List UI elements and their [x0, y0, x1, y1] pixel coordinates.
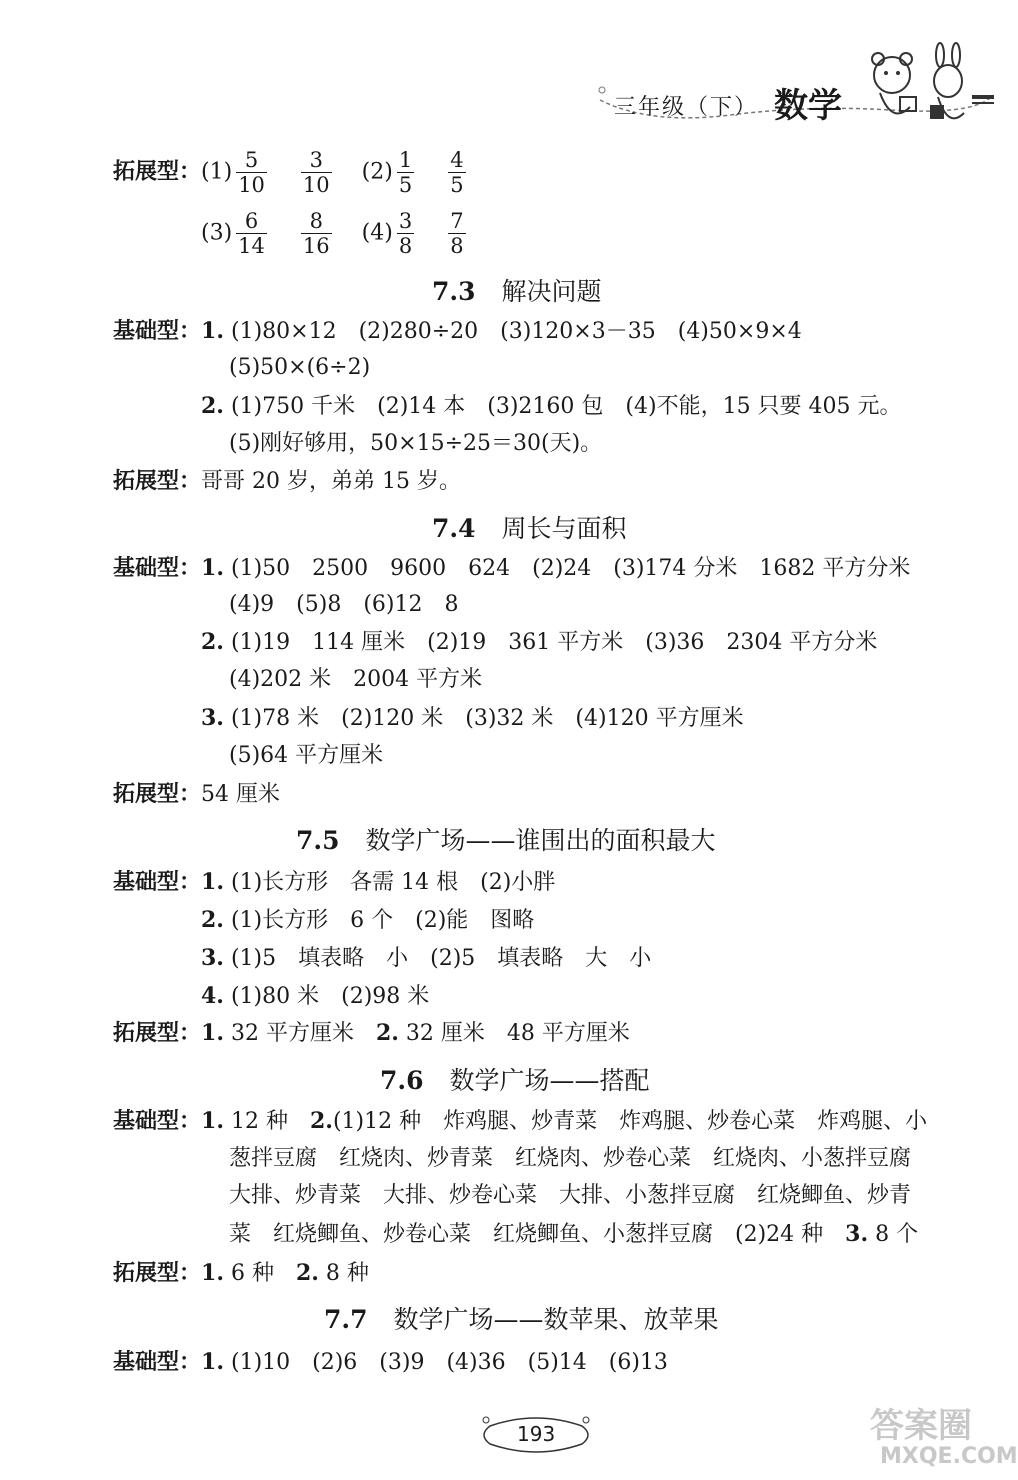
- extension-label: 拓展型：: [113, 1021, 202, 1046]
- answer-text: 8 个: [868, 1222, 919, 1247]
- answer-text: (1)19 114 厘米 (2)19 361 平方米 (3)36 2304 平方分米: [230, 630, 878, 655]
- extension-label: 拓展型：: [113, 782, 202, 807]
- question-number: 1.: [201, 1349, 224, 1375]
- section-number: 7.7: [324, 1305, 368, 1334]
- answer-text: (5)50×(6÷2): [229, 355, 371, 380]
- page-number: 193: [517, 1422, 556, 1446]
- question-number: 3.: [201, 705, 224, 731]
- basic-label: 基础型：: [113, 319, 202, 344]
- top-extension-row2: [201, 209, 470, 258]
- fraction: [236, 148, 267, 197]
- answer-text: 8 种: [318, 1261, 369, 1286]
- answer-line: [113, 467, 461, 497]
- question-number: 3.: [845, 1221, 869, 1247]
- answer-line: [201, 391, 902, 422]
- basic-label: 基础型：: [113, 1109, 202, 1134]
- section-heading-7-6: [380, 1061, 650, 1097]
- section-heading-7-7: [324, 1300, 719, 1336]
- question-number: 3.: [201, 945, 224, 971]
- answer-line: [201, 943, 651, 974]
- answer-line: [201, 627, 877, 658]
- question-number: 1.: [201, 869, 224, 895]
- answer-text: (1)长方形 各需 14 根 (2)小胖: [230, 870, 556, 895]
- answer-text: (5)64 平方厘米: [229, 743, 384, 768]
- answer-line: [113, 553, 910, 584]
- fraction: [301, 148, 332, 197]
- grade-label: 三年级（下）: [614, 95, 759, 120]
- numerator: 3: [398, 209, 413, 233]
- answer-line: [229, 1181, 911, 1211]
- numerator: 3: [301, 148, 332, 173]
- item-number: (2): [361, 159, 393, 185]
- section-number: 7.3: [432, 277, 476, 306]
- answer-line: [201, 905, 534, 936]
- item-number: (4): [361, 220, 393, 246]
- section-title: 数学广场——搭配: [449, 1066, 650, 1095]
- section-heading-7-4: [432, 509, 627, 545]
- answer-text: (1)12 种 炸鸡腿、炒青菜 炸鸡腿、炒卷心菜 炸鸡腿、小: [332, 1109, 928, 1134]
- answer-line: [113, 316, 802, 347]
- answer-line: [201, 981, 429, 1012]
- fraction: [448, 209, 465, 258]
- answer-line: [113, 1106, 927, 1137]
- extension-label: 拓展型：: [113, 1261, 202, 1286]
- answer-text: 哥哥 20 岁，弟弟 15 岁。: [201, 469, 461, 494]
- basic-label: 基础型：: [113, 870, 202, 895]
- question-number: 1.: [201, 1108, 224, 1134]
- bear-rabbit-mascot-icon: [860, 45, 995, 135]
- fraction: [397, 209, 414, 258]
- numerator: 5: [236, 148, 267, 173]
- answer-text: (4)9 (5)8 (6)12 8: [229, 592, 459, 617]
- question-number: 4.: [201, 983, 224, 1009]
- denominator: 5: [398, 173, 413, 197]
- answer-text: 12 种: [223, 1109, 310, 1134]
- question-number: 1.: [201, 318, 224, 344]
- answer-text: 32 平方厘米: [223, 1021, 376, 1046]
- answer-line: [229, 353, 370, 383]
- answer-line: [229, 590, 458, 620]
- denominator: 10: [238, 173, 265, 197]
- fraction: [397, 148, 414, 197]
- basic-label: 基础型：: [113, 556, 202, 581]
- question-number: 2.: [295, 1260, 319, 1286]
- question-number: 2.: [201, 393, 224, 419]
- section-title: 周长与面积: [501, 514, 627, 543]
- answer-line: [113, 1258, 369, 1289]
- numerator: 4: [450, 148, 464, 172]
- answer-line: [201, 703, 744, 734]
- numerator: 6: [236, 209, 267, 234]
- section-heading-7-5: [296, 821, 716, 857]
- numerator: 1: [398, 148, 413, 172]
- answer-line: [229, 1144, 911, 1174]
- answer-line: [113, 780, 280, 810]
- denominator: 5: [450, 173, 464, 197]
- answer-text: (1)78 米 (2)120 米 (3)32 米 (4)120 平方厘米: [230, 706, 744, 731]
- numerator: 8: [301, 209, 332, 234]
- answer-line: [229, 665, 482, 695]
- question-number: 2.: [309, 1108, 333, 1134]
- section-number: 7.5: [296, 826, 340, 855]
- question-number: 1.: [201, 1020, 224, 1046]
- answer-line: [113, 1347, 668, 1378]
- denominator: 16: [302, 234, 330, 258]
- answer-text: 葱拌豆腐 红烧肉、炒青菜 红烧肉、炒卷心菜 红烧肉、小葱拌豆腐: [229, 1146, 912, 1171]
- extension-label: 拓展型：: [113, 469, 202, 494]
- answer-line: [229, 1219, 918, 1250]
- answer-text: (5)刚好够用，50×15÷25＝30(天)。: [229, 431, 603, 456]
- subject-title: 数学: [774, 86, 842, 126]
- watermark-url: MXQE.COM: [880, 1444, 1018, 1469]
- answer-line: [113, 1018, 630, 1049]
- item-number: (1): [201, 159, 233, 185]
- extension-label: 拓展型：: [113, 159, 202, 185]
- section-heading-7-3: [432, 272, 602, 308]
- answer-text: (1)50 2500 9600 624 (2)24 (3)174 分米 1682 平方分米: [230, 556, 911, 581]
- fraction: [301, 209, 332, 258]
- answer-line: [113, 867, 555, 898]
- basic-label: 基础型：: [113, 1350, 202, 1375]
- denominator: 14: [238, 234, 265, 258]
- answer-line: [229, 741, 383, 771]
- section-title: 解决问题: [501, 277, 602, 306]
- answer-text: 54 厘米: [201, 782, 281, 807]
- fraction: [448, 148, 465, 197]
- numerator: 7: [450, 209, 464, 233]
- top-extension-row1: [113, 148, 470, 197]
- section-title: 数学广场——数苹果、放苹果: [393, 1305, 719, 1334]
- answer-line: [229, 429, 602, 459]
- section-title: 数学广场——谁围出的面积最大: [365, 826, 716, 855]
- answer-text: 菜 红烧鲫鱼、炒卷心菜 红烧鲫鱼、小葱拌豆腐 (2)24 种: [229, 1222, 846, 1247]
- answer-text: (1)长方形 6 个 (2)能 图略: [230, 908, 535, 933]
- question-number: 2.: [375, 1020, 399, 1046]
- section-number: 7.6: [380, 1066, 424, 1095]
- answer-text: (1)750 千米 (2)14 本 (3)2160 包 (4)不能，15 只要 405 元。: [230, 394, 902, 419]
- question-number: 2.: [201, 629, 224, 655]
- fraction: [236, 209, 267, 258]
- question-number: 2.: [201, 907, 224, 933]
- answer-text: (1)5 填表略 小 (2)5 填表略 大 小: [230, 946, 652, 971]
- answer-text: 大排、炒青菜 大排、炒卷心菜 大排、小葱拌豆腐 红烧鲫鱼、炒青: [229, 1183, 912, 1208]
- answer-text: (1)10 (2)6 (3)9 (4)36 (5)14 (6)13: [230, 1350, 668, 1375]
- section-number: 7.4: [432, 514, 476, 543]
- question-number: 1.: [201, 1260, 224, 1286]
- answer-text: (1)80×12 (2)280÷20 (3)120×3－35 (4)50×9×4: [230, 319, 802, 344]
- answer-text: (1)80 米 (2)98 米: [230, 984, 430, 1009]
- answer-text: 6 种: [223, 1261, 296, 1286]
- answer-text: (4)202 米 2004 平方米: [229, 667, 483, 692]
- question-number: 1.: [201, 555, 224, 581]
- watermark-text: 答案圈: [870, 1406, 972, 1446]
- answer-text: 32 厘米 48 平方厘米: [398, 1021, 630, 1046]
- denominator: 10: [302, 173, 330, 197]
- denominator: 8: [398, 234, 413, 258]
- item-number: (3): [201, 220, 233, 246]
- denominator: 8: [450, 234, 464, 258]
